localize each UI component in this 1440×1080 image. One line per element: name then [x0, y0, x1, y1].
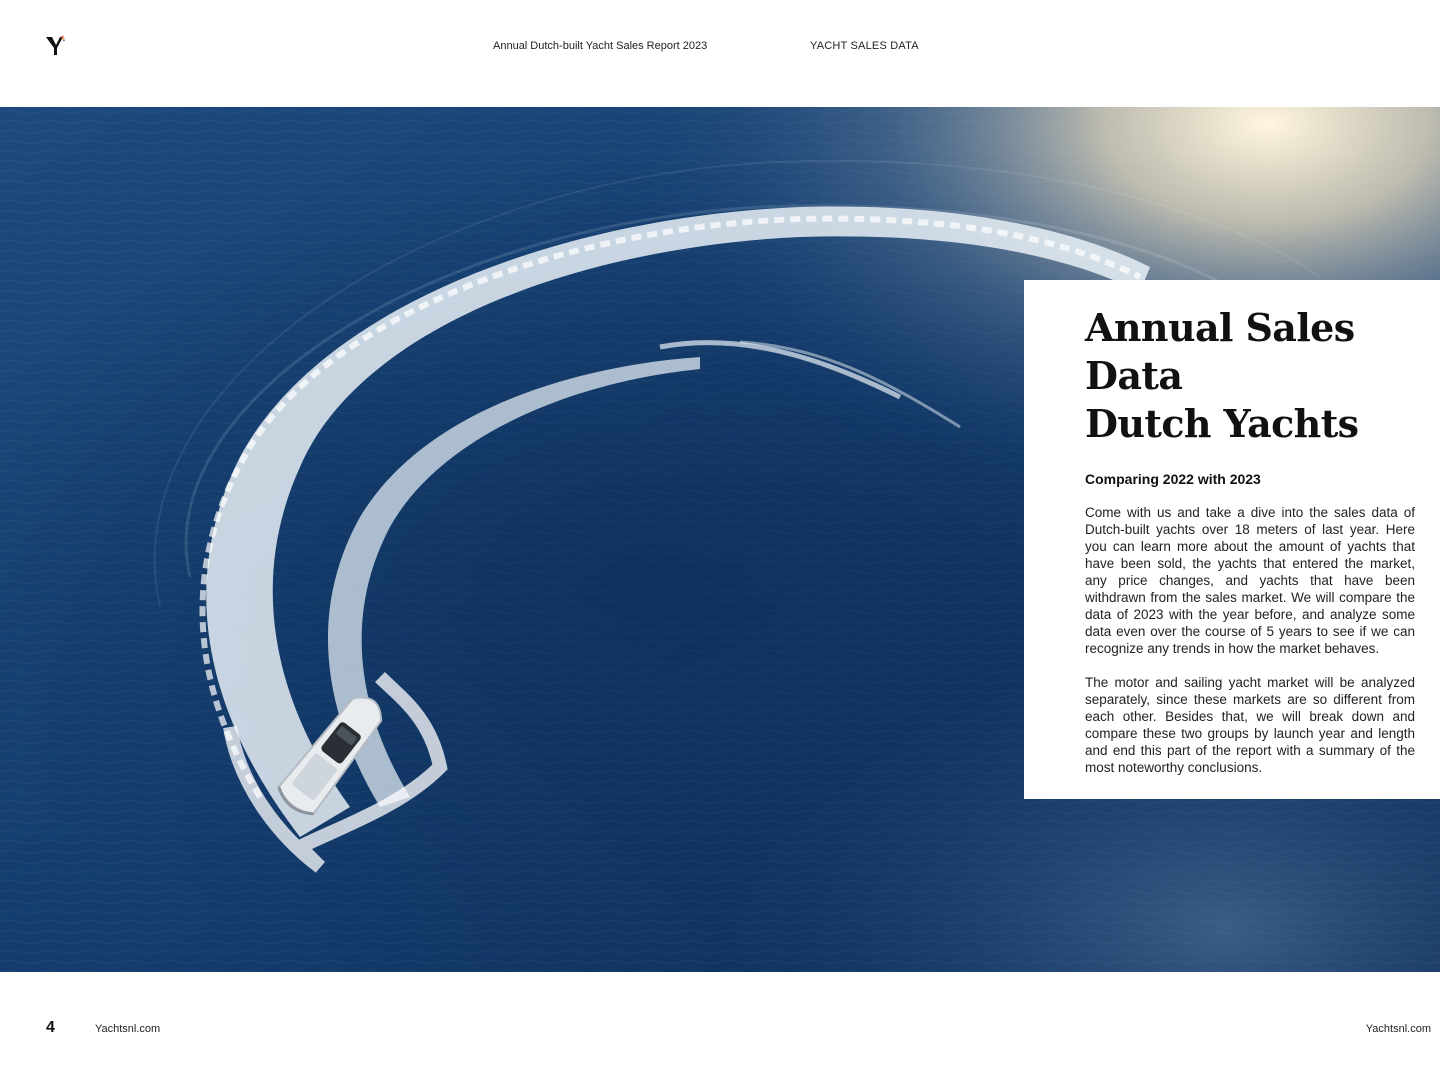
- page-footer: [0, 972, 1440, 1080]
- card-title-line1: Annual Sales Data: [1085, 305, 1355, 398]
- section-label: YACHT SALES DATA: [810, 40, 919, 52]
- intro-paragraph-2: The motor and sailing yacht market will be analyzed separately, since these markets are so different from each other. Besides that, we will break down and compare these two groups by launch year and length and end this part of the report with a summary of the most noteworthy conclusions.: [1085, 675, 1415, 775]
- card-title: [1085, 304, 1415, 448]
- page-header: [0, 0, 1440, 107]
- card-title-line2: Dutch Yachts: [1085, 401, 1359, 446]
- intro-text-card: [1024, 280, 1440, 799]
- page-number: 4: [46, 1019, 55, 1036]
- footer-website-right[interactable]: Yachtsnl.com: [1365, 1023, 1431, 1035]
- footer-website-left[interactable]: Yachtsnl.com: [95, 1023, 161, 1035]
- intro-paragraph-1: Come with us and take a dive into the sales data of Dutch-built yachts over 18 meters of last year. Here you can learn more about the amount of yachts that have been sold, the yachts that entered the market, any price changes, and yachts that have been withdrawn from the sales market. We will compare the data of 2023 with the year before, and analyze some data even over the course of 5 years to see if we can recognize any trends in how the market behaves.: [1085, 505, 1415, 656]
- report-title: Annual Dutch-built Yacht Sales Report 2023: [493, 40, 708, 52]
- yachtsnl-logo-icon: [44, 34, 68, 58]
- card-subtitle: Comparing 2022 with 2023: [1085, 471, 1261, 487]
